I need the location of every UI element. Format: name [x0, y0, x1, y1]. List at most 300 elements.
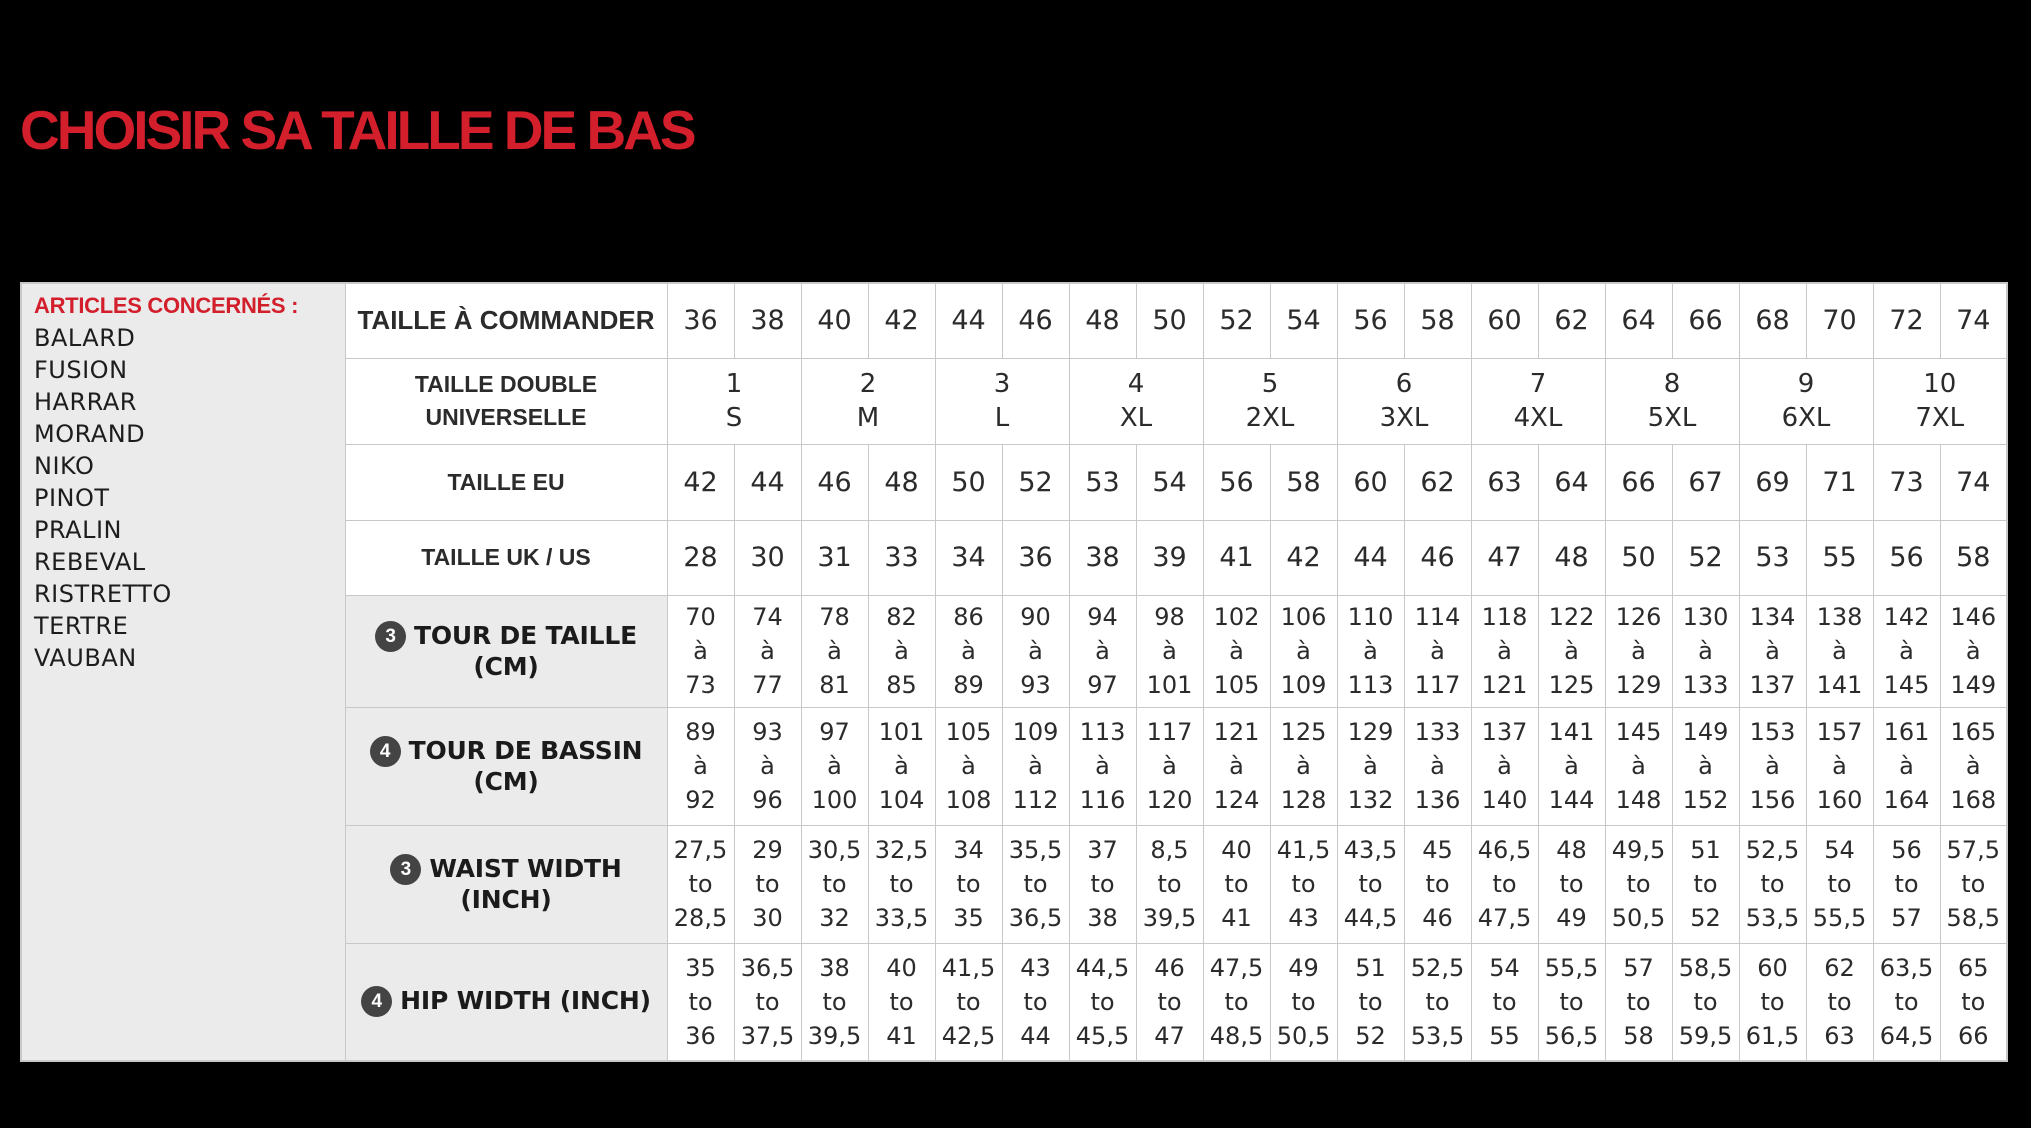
range-to: 59,5 — [1678, 1021, 1733, 1050]
cell-range — [1002, 595, 1069, 707]
range-separator: à — [1028, 752, 1043, 780]
range-to: 112 — [1012, 786, 1059, 814]
cell-ukus — [1270, 520, 1337, 595]
article-item: HARRAR — [34, 388, 137, 416]
range-separator: à — [1564, 752, 1579, 780]
range-from: 60 — [1757, 953, 1788, 982]
cell-range — [801, 825, 868, 943]
range-from: 126 — [1615, 603, 1662, 631]
cell-ukus — [1940, 520, 2007, 595]
range-separator: to — [1961, 870, 1986, 898]
cell-commander — [1471, 283, 1538, 358]
range-from: 137 — [1481, 718, 1528, 746]
cell-value: 46 — [1018, 305, 1053, 337]
cell-value: 53 — [1085, 466, 1120, 498]
cell-range — [935, 943, 1002, 1061]
range-from: 40 — [886, 953, 917, 982]
range-from: 45 — [1422, 836, 1453, 864]
cell-value: 42 — [884, 305, 919, 337]
cell-value: 52 — [1219, 305, 1254, 337]
row-header-ukus — [345, 520, 667, 595]
range-separator: à — [1095, 637, 1110, 665]
range-separator: to — [1090, 987, 1115, 1016]
range-to: 129 — [1615, 671, 1662, 699]
range-to: 52 — [1355, 1021, 1386, 1050]
cell-commander — [1873, 283, 1940, 358]
cell-commander — [1002, 283, 1069, 358]
number-badge-icon: 4 — [370, 736, 401, 767]
range-from: 8,5 — [1150, 836, 1189, 864]
cell-range — [935, 825, 1002, 943]
cell-double-size — [1739, 358, 1873, 444]
article-item: TERTRE — [34, 612, 129, 640]
cell-value: 48 — [1085, 305, 1120, 337]
cell-range — [1203, 595, 1270, 707]
row-header-label: TAILLE EU — [447, 468, 565, 495]
cell-range — [1337, 943, 1404, 1061]
cell-double-size — [1069, 358, 1203, 444]
range-separator: to — [1961, 987, 1986, 1016]
cell-double-size — [1337, 358, 1471, 444]
range-to: 39,5 — [1142, 904, 1197, 932]
cell-ukus — [1806, 520, 1873, 595]
range-to: 36 — [685, 1021, 716, 1050]
range-to: 116 — [1079, 786, 1126, 814]
range-from: 133 — [1414, 718, 1461, 746]
range-separator: to — [1023, 870, 1048, 898]
row-taille-a-commander — [21, 283, 2007, 358]
row-header-eu — [345, 444, 667, 520]
range-separator: to — [1626, 870, 1651, 898]
cell-commander — [667, 283, 734, 358]
range-separator: to — [755, 987, 780, 1016]
range-separator: to — [1291, 987, 1316, 1016]
cell-range — [1270, 825, 1337, 943]
range-to: 63 — [1824, 1021, 1855, 1050]
range-from: 93 — [752, 718, 783, 746]
cell-range — [734, 707, 801, 825]
cell-range — [1069, 825, 1136, 943]
range-from: 94 — [1087, 603, 1118, 631]
cell-commander — [1270, 283, 1337, 358]
range-from: 36,5 — [740, 953, 795, 982]
range-to: 148 — [1615, 786, 1662, 814]
range-to: 100 — [811, 786, 858, 814]
range-separator: à — [1162, 637, 1177, 665]
cell-commander — [1337, 283, 1404, 358]
range-from: 97 — [819, 718, 850, 746]
range-from: 52,5 — [1410, 953, 1465, 982]
cell-range — [868, 825, 935, 943]
range-to: 58 — [1623, 1021, 1654, 1050]
cell-commander — [1203, 283, 1270, 358]
cell-range — [868, 943, 935, 1061]
range-separator: à — [693, 637, 708, 665]
cell-eu — [1672, 444, 1739, 520]
size-chart-table — [20, 282, 2008, 1062]
range-to: 160 — [1816, 786, 1863, 814]
cell-eu — [1873, 444, 1940, 520]
range-separator: to — [755, 870, 780, 898]
cell-eu — [1471, 444, 1538, 520]
cell-value: 74 — [1956, 466, 1991, 498]
range-from: 55,5 — [1544, 953, 1599, 982]
range-from: 54 — [1824, 836, 1855, 864]
cell-range — [1337, 595, 1404, 707]
cell-commander — [1136, 283, 1203, 358]
cell-range — [935, 595, 1002, 707]
range-from: 62 — [1824, 953, 1855, 982]
range-separator: à — [1430, 752, 1445, 780]
cell-commander — [1404, 283, 1471, 358]
range-separator: à — [760, 637, 775, 665]
range-from: 34 — [953, 836, 984, 864]
row-header-commander — [345, 283, 667, 358]
range-from: 57,5 — [1946, 836, 2000, 864]
range-from: 57 — [1623, 953, 1654, 982]
cell-range — [1136, 707, 1203, 825]
row-header-waist_cm — [345, 595, 667, 707]
range-to: 121 — [1481, 671, 1528, 699]
range-separator: to — [889, 987, 914, 1016]
cell-range — [1270, 707, 1337, 825]
range-from: 70 — [685, 603, 716, 631]
cell-range — [1940, 943, 2007, 1061]
cell-ukus — [1873, 520, 1940, 595]
cell-range — [1203, 943, 1270, 1061]
cell-value: 55 — [1822, 542, 1857, 573]
range-separator: à — [894, 637, 909, 665]
row-header-label: WAIST WIDTH (INCH) — [429, 854, 622, 914]
range-from: 41,5 — [1276, 836, 1331, 864]
range-from: 38 — [819, 953, 850, 982]
range-separator: to — [1224, 870, 1249, 898]
cell-value: 44 — [951, 305, 986, 337]
range-separator: à — [1229, 752, 1244, 780]
cell-commander — [1739, 283, 1806, 358]
range-from: 142 — [1883, 603, 1930, 631]
cell-value: 44 — [750, 466, 785, 498]
range-to: 97 — [1087, 671, 1118, 699]
range-to: 33,5 — [874, 904, 929, 932]
cell-eu — [1605, 444, 1672, 520]
cell-value: 44 — [1353, 542, 1388, 573]
range-from: 49,5 — [1611, 836, 1666, 864]
range-from: 161 — [1883, 718, 1930, 746]
cell-ukus — [1538, 520, 1605, 595]
range-separator: à — [894, 752, 909, 780]
range-to: 145 — [1883, 671, 1930, 699]
range-separator: à — [1564, 637, 1579, 665]
cell-value: 69 — [1755, 466, 1790, 498]
range-to: 36,5 — [1008, 904, 1063, 932]
cell-ukus — [1136, 520, 1203, 595]
cell-range — [1203, 707, 1270, 825]
cell-range — [1069, 595, 1136, 707]
range-to: 128 — [1280, 786, 1327, 814]
range-separator: to — [1090, 870, 1115, 898]
cell-ukus — [734, 520, 801, 595]
cell-range — [1471, 595, 1538, 707]
cell-ukus — [1203, 520, 1270, 595]
cell-range — [1404, 825, 1471, 943]
number-badge-icon: 3 — [390, 854, 421, 885]
cell-value: 42 — [683, 466, 718, 498]
cell-eu — [868, 444, 935, 520]
cell-value: 54 — [1286, 305, 1321, 337]
range-from: 56 — [1891, 836, 1922, 864]
cell-ukus — [1739, 520, 1806, 595]
cell-commander — [935, 283, 1002, 358]
cell-range — [1002, 943, 1069, 1061]
cell-ukus — [801, 520, 868, 595]
cell-commander — [1672, 283, 1739, 358]
range-from: 90 — [1020, 603, 1051, 631]
range-to: 55,5 — [1812, 904, 1867, 932]
range-separator: to — [1894, 870, 1919, 898]
cell-value: 48 — [1554, 542, 1589, 573]
range-from: 37 — [1087, 836, 1118, 864]
range-to: 49 — [1556, 904, 1587, 932]
row-header-double — [345, 358, 667, 444]
range-from: 49 — [1288, 953, 1319, 982]
range-separator: to — [1492, 987, 1517, 1016]
range-to: 46 — [1422, 904, 1453, 932]
range-to: 144 — [1548, 786, 1595, 814]
cell-range — [1270, 595, 1337, 707]
range-from: 47,5 — [1209, 953, 1264, 982]
cell-value: 62 — [1554, 305, 1589, 337]
range-to: 66 — [1957, 1021, 1989, 1050]
range-to: 50,5 — [1276, 1021, 1331, 1050]
cell-range — [1806, 595, 1873, 707]
cell-value: 72 — [1889, 305, 1924, 337]
range-to: 41 — [886, 1021, 917, 1050]
range-separator: to — [956, 987, 981, 1016]
cell-eu — [1538, 444, 1605, 520]
cell-range — [868, 707, 935, 825]
range-separator: à — [1296, 752, 1311, 780]
cell-value: 74 — [1956, 305, 1991, 337]
range-to: 61,5 — [1745, 1021, 1800, 1050]
cell-ukus — [935, 520, 1002, 595]
cell-value: 73 — [1889, 466, 1924, 498]
row-header-hip_inch — [345, 943, 667, 1061]
range-separator: à — [1497, 752, 1512, 780]
range-from: 118 — [1481, 603, 1528, 631]
range-to: 124 — [1213, 786, 1260, 814]
range-separator: à — [1095, 752, 1110, 780]
range-separator: to — [1559, 987, 1584, 1016]
cell-ukus — [1471, 520, 1538, 595]
range-from: 44,5 — [1075, 953, 1130, 982]
range-from: 51 — [1690, 836, 1721, 864]
row-header-label: TOUR DE BASSIN (CM) — [408, 736, 643, 796]
cell-range — [667, 595, 734, 707]
range-separator: à — [1965, 752, 1981, 780]
cell-commander — [1940, 283, 2007, 358]
range-from: 51 — [1355, 953, 1386, 982]
cell-eu — [1739, 444, 1806, 520]
cell-range — [667, 707, 734, 825]
range-separator: to — [1827, 987, 1852, 1016]
cell-range — [868, 595, 935, 707]
range-from: 40 — [1221, 836, 1252, 864]
range-to: 136 — [1414, 786, 1461, 814]
cell-value: 68 — [1755, 305, 1790, 337]
cell-range — [1940, 707, 2007, 825]
range-to: 109 — [1280, 671, 1327, 699]
cell-ukus — [1404, 520, 1471, 595]
cell-range — [1605, 825, 1672, 943]
range-from: 32,5 — [874, 836, 929, 864]
cell-double-size — [935, 358, 1069, 444]
double-size-number: 5 — [1261, 369, 1279, 399]
double-size-number: 4 — [1127, 369, 1145, 399]
range-to: 125 — [1548, 671, 1595, 699]
article-item: VAUBAN — [34, 644, 137, 672]
range-from: 89 — [685, 718, 716, 746]
range-to: 56,5 — [1544, 1021, 1599, 1050]
range-from: 78 — [819, 603, 850, 631]
cell-range — [1605, 707, 1672, 825]
range-to: 156 — [1749, 786, 1796, 814]
cell-value: 70 — [1822, 305, 1857, 337]
double-size-letter: 6XL — [1781, 403, 1831, 433]
double-size-letter: XL — [1119, 403, 1153, 433]
cell-range — [1002, 707, 1069, 825]
cell-value: 47 — [1487, 542, 1522, 573]
range-separator: à — [1899, 637, 1914, 665]
cell-range — [1136, 595, 1203, 707]
range-to: 105 — [1213, 671, 1260, 699]
double-size-letter: 2XL — [1245, 403, 1295, 433]
cell-value: 60 — [1487, 305, 1522, 337]
range-separator: à — [1899, 752, 1914, 780]
cell-range — [801, 943, 868, 1061]
range-to: 113 — [1347, 671, 1394, 699]
range-to: 133 — [1682, 671, 1729, 699]
range-from: 46,5 — [1477, 836, 1532, 864]
range-to: 39,5 — [807, 1021, 862, 1050]
range-separator: to — [889, 870, 914, 898]
range-from: 145 — [1615, 718, 1662, 746]
range-separator: to — [1894, 987, 1919, 1016]
range-from: 74 — [752, 603, 783, 631]
double-size-letter: S — [725, 403, 743, 433]
range-separator: à — [1631, 752, 1646, 780]
range-separator: à — [1296, 637, 1311, 665]
cell-range — [1069, 943, 1136, 1061]
cell-value: 50 — [1152, 305, 1187, 337]
range-to: 81 — [819, 671, 850, 699]
double-size-number: 6 — [1395, 369, 1413, 399]
cell-ukus — [1002, 520, 1069, 595]
range-separator: to — [956, 870, 981, 898]
range-separator: to — [1425, 987, 1450, 1016]
range-to: 89 — [953, 671, 984, 699]
range-separator: to — [1492, 870, 1517, 898]
cell-range — [734, 943, 801, 1061]
cell-value: 56 — [1219, 466, 1254, 498]
cell-double-size — [1605, 358, 1739, 444]
cell-range — [1136, 943, 1203, 1061]
cell-eu — [935, 444, 1002, 520]
range-separator: à — [760, 752, 775, 780]
cell-double-size — [801, 358, 935, 444]
range-separator: to — [822, 987, 847, 1016]
range-from: 86 — [953, 603, 984, 631]
cell-commander — [1538, 283, 1605, 358]
double-size-number: 1 — [725, 369, 743, 399]
range-from: 82 — [886, 603, 917, 631]
cell-range — [1739, 707, 1806, 825]
range-from: 58,5 — [1678, 953, 1733, 982]
range-from: 41,5 — [941, 953, 996, 982]
cell-value: 58 — [1420, 305, 1455, 337]
cell-value: 38 — [1085, 542, 1120, 573]
range-to: 45,5 — [1075, 1021, 1130, 1050]
range-from: 149 — [1682, 718, 1729, 746]
double-size-number: 9 — [1797, 369, 1815, 399]
double-size-letter: 7XL — [1915, 403, 1965, 433]
articles-list — [34, 322, 345, 674]
range-from: 153 — [1749, 718, 1796, 746]
cell-value: 31 — [817, 542, 852, 573]
range-from: 98 — [1154, 603, 1185, 631]
range-from: 43 — [1020, 953, 1051, 982]
range-to: 149 — [1950, 671, 1997, 699]
cell-value: 71 — [1822, 466, 1857, 498]
range-to: 92 — [685, 786, 716, 814]
range-separator: à — [827, 637, 842, 665]
cell-value: 50 — [951, 466, 986, 498]
cell-range — [667, 825, 734, 943]
cell-range — [1739, 943, 1806, 1061]
range-separator: à — [1363, 752, 1378, 780]
cell-range — [801, 595, 868, 707]
article-item: FUSION — [34, 356, 128, 384]
range-from: 35,5 — [1008, 836, 1063, 864]
cell-value: 41 — [1219, 542, 1254, 573]
range-to: 48,5 — [1209, 1021, 1264, 1050]
cell-value: 63 — [1487, 466, 1522, 498]
range-to: 47 — [1154, 1021, 1185, 1050]
cell-value: 66 — [1621, 466, 1656, 498]
cell-value: 30 — [750, 542, 785, 573]
range-to: 132 — [1347, 786, 1394, 814]
range-to: 43 — [1288, 904, 1319, 932]
range-to: 58,5 — [1946, 904, 2000, 932]
range-from: 48 — [1556, 836, 1587, 864]
range-to: 44 — [1020, 1021, 1051, 1050]
row-header-label: HIP WIDTH (INCH) — [400, 986, 651, 1016]
cell-range — [1873, 943, 1940, 1061]
cell-ukus — [1337, 520, 1404, 595]
cell-commander — [734, 283, 801, 358]
range-separator: à — [1698, 637, 1713, 665]
cell-value: 28 — [683, 542, 718, 573]
range-from: 165 — [1950, 718, 1997, 746]
range-from: 102 — [1213, 603, 1260, 631]
range-to: 55 — [1489, 1021, 1520, 1050]
range-from: 134 — [1749, 603, 1796, 631]
cell-range — [1672, 943, 1739, 1061]
range-to: 73 — [685, 671, 716, 699]
cell-value: 52 — [1018, 466, 1053, 498]
range-to: 32 — [819, 904, 850, 932]
range-separator: à — [961, 752, 976, 780]
